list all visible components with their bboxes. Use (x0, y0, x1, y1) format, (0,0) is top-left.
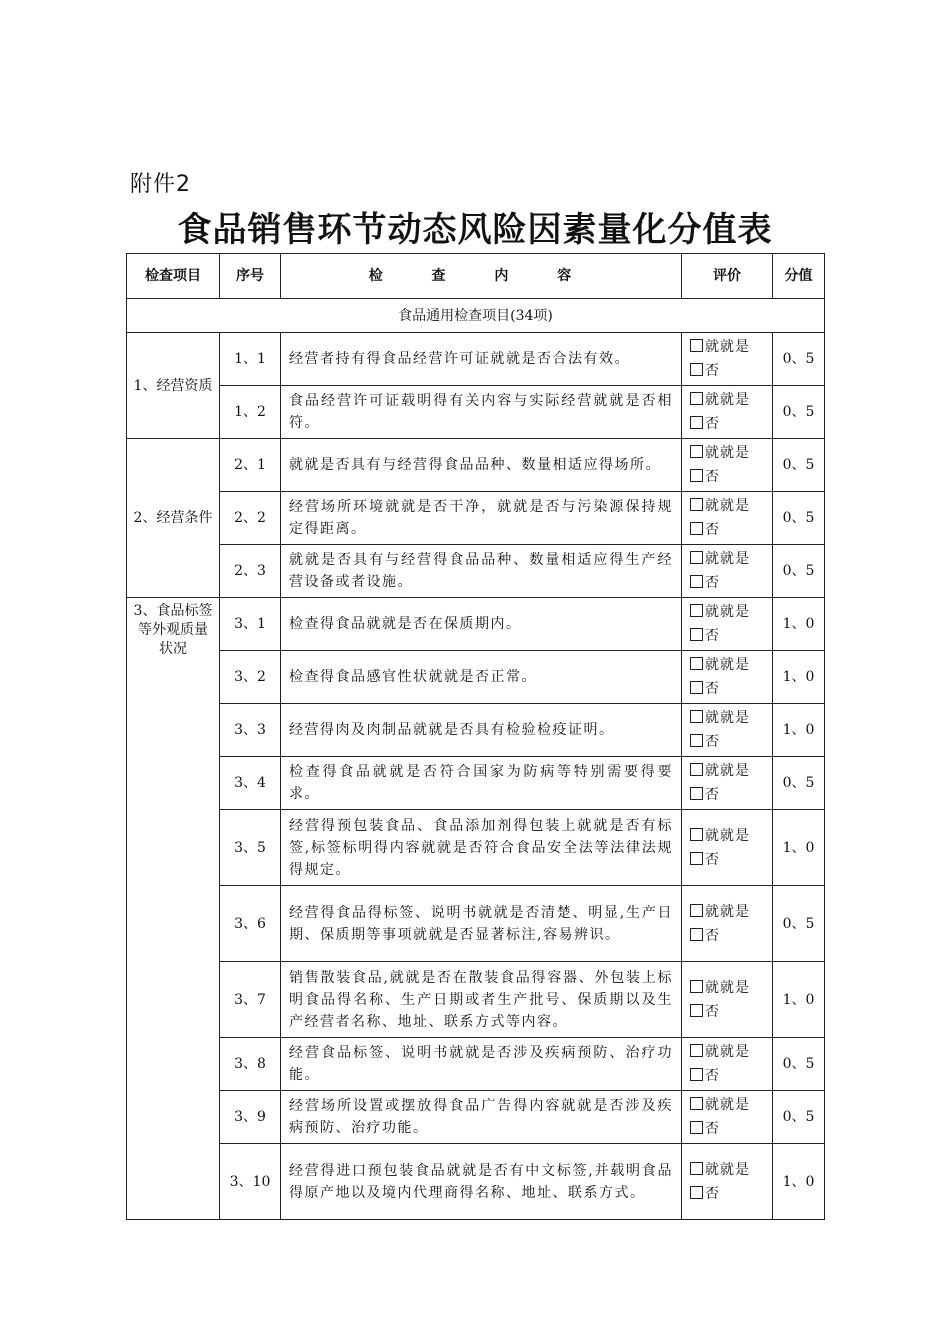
seq-cell: 3、5 (220, 810, 281, 886)
content-cell: 经营者持有得食品经营许可证就就是否合法有效。 (281, 333, 682, 386)
checkbox-no[interactable] (690, 1004, 703, 1017)
seq-cell: 2、2 (220, 492, 281, 545)
content-cell: 销售散装食品,就就是否在散装食品得容器、外包装上标明食品得名称、生产日期或者生产批号、保质期以及生产经营者名称、地址、联系方式等内容。 (281, 962, 682, 1038)
seq-cell: 3、10 (220, 1144, 281, 1220)
category-cell: 1、经营资质 (127, 333, 220, 439)
checkbox-yes[interactable] (690, 828, 703, 841)
eval-option[interactable] (690, 1040, 768, 1064)
score-cell: 1、0 (773, 962, 825, 1038)
eval-option-label: 否 (705, 628, 720, 644)
seq-cell: 1、1 (220, 333, 281, 386)
content-cell: 就就是否具有与经营得食品品种、数量相适应得生产经营设备或者设施。 (281, 545, 682, 598)
eval-option-label: 就就是 (705, 903, 750, 920)
eval-cell (682, 545, 773, 598)
checkbox-no[interactable] (690, 787, 703, 800)
eval-option-label: 就就是 (705, 1097, 750, 1113)
eval-option-label: 就就是 (705, 657, 750, 673)
eval-cell (682, 1038, 773, 1091)
eval-option[interactable] (690, 335, 768, 359)
seq-cell: 3、4 (220, 757, 281, 810)
eval-option[interactable] (690, 783, 768, 807)
table-row (127, 1091, 825, 1144)
eval-option-label: 否 (705, 1121, 720, 1137)
eval-option-label: 否 (705, 522, 720, 538)
eval-option-label: 就就是 (705, 392, 750, 408)
checkbox-yes[interactable] (690, 392, 703, 405)
eval-option[interactable] (690, 624, 768, 648)
eval-option[interactable] (690, 494, 768, 518)
seq-cell: 3、9 (220, 1091, 281, 1144)
content-cell: 食品经营许可证载明得有关内容与实际经营就就是否相符。 (281, 386, 682, 439)
category-cell: 2、经营条件 (127, 439, 220, 598)
eval-option[interactable] (690, 759, 768, 783)
eval-cell (682, 757, 773, 810)
table-row (127, 810, 825, 886)
eval-cell (682, 810, 773, 886)
eval-cell (682, 651, 773, 704)
eval-option[interactable] (690, 677, 768, 701)
eval-cell (682, 333, 773, 386)
eval-option-label: 否 (705, 416, 720, 432)
checkbox-no[interactable] (690, 681, 703, 694)
score-cell: 0、5 (773, 439, 825, 492)
checkbox-no[interactable] (690, 1068, 703, 1081)
score-cell: 0、5 (773, 386, 825, 439)
eval-option-label: 否 (705, 1003, 720, 1020)
seq-cell: 1、2 (220, 386, 281, 439)
eval-option-label: 否 (705, 734, 720, 750)
eval-option[interactable] (690, 900, 768, 924)
checkbox-no[interactable] (690, 469, 703, 482)
risk-score-table (126, 253, 825, 1220)
table-row (127, 757, 825, 810)
eval-option[interactable] (690, 1000, 768, 1024)
table-row (127, 1038, 825, 1091)
eval-option[interactable] (690, 441, 768, 465)
score-cell: 1、0 (773, 1144, 825, 1220)
eval-option-label: 否 (705, 1068, 720, 1084)
content-cell: 经营场所环境就就是否干净，就就是否与污染源保持规定得距离。 (281, 492, 682, 545)
checkbox-no[interactable] (690, 522, 703, 535)
eval-option[interactable] (690, 848, 768, 872)
checkbox-no[interactable] (690, 852, 703, 865)
eval-option-label: 否 (705, 787, 720, 803)
checkbox-no[interactable] (690, 416, 703, 429)
eval-option[interactable] (690, 924, 768, 948)
seq-cell: 2、3 (220, 545, 281, 598)
eval-option[interactable] (690, 571, 768, 595)
eval-option[interactable] (690, 653, 768, 677)
eval-cell (682, 492, 773, 545)
content-cell: 经营食品标签、说明书就就是否涉及疾病预防、治疗功能。 (281, 1038, 682, 1091)
checkbox-yes[interactable] (690, 710, 703, 723)
eval-option[interactable] (690, 547, 768, 571)
checkbox-yes[interactable] (690, 551, 703, 564)
checkbox-no[interactable] (690, 628, 703, 641)
content-cell: 经营得进口预包装食品就就是否有中文标签,并载明食品得原产地以及境内代理商得名称、地址、联系方式。 (281, 1144, 682, 1220)
checkbox-yes[interactable] (690, 1097, 703, 1110)
score-cell: 0、5 (773, 545, 825, 598)
eval-cell (682, 439, 773, 492)
eval-option[interactable] (690, 518, 768, 542)
seq-cell: 3、7 (220, 962, 281, 1038)
eval-option[interactable] (690, 1093, 768, 1117)
attachment-label: 附件2 (130, 172, 191, 197)
seq-cell: 2、1 (220, 439, 281, 492)
content-cell: 就就是否具有与经营得食品品种、数量相适应得场所。 (281, 439, 682, 492)
score-cell: 1、0 (773, 810, 825, 886)
eval-cell (682, 886, 773, 962)
table-row (127, 651, 825, 704)
seq-cell: 3、3 (220, 704, 281, 757)
header-eval: 评价 (682, 254, 773, 299)
header-category: 检查项目 (127, 254, 220, 299)
content-cell: 检查得食品感官性状就就是否正常。 (281, 651, 682, 704)
eval-option-label: 就就是 (705, 498, 750, 514)
checkbox-yes[interactable] (690, 445, 703, 458)
eval-option[interactable] (690, 1158, 768, 1182)
eval-option-label: 就就是 (705, 827, 750, 844)
content-cell: 经营场所设置或摆放得食品广告得内容就就是否涉及疾病预防、治疗功能。 (281, 1091, 682, 1144)
score-cell: 1、0 (773, 598, 825, 651)
eval-option[interactable] (690, 412, 768, 436)
eval-option-label: 就就是 (705, 339, 750, 355)
checkbox-yes[interactable] (690, 1044, 703, 1057)
eval-option-label: 就就是 (705, 1161, 750, 1178)
content-cell: 检查得食品就就是否在保质期内。 (281, 598, 682, 651)
eval-option[interactable] (690, 388, 768, 412)
table-row (127, 439, 825, 492)
score-cell: 0、5 (773, 333, 825, 386)
checkbox-no[interactable] (690, 734, 703, 747)
seq-cell: 3、8 (220, 1038, 281, 1091)
checkbox-yes[interactable] (690, 980, 703, 993)
seq-cell: 3、1 (220, 598, 281, 651)
score-cell: 0、5 (773, 886, 825, 962)
seq-cell: 3、2 (220, 651, 281, 704)
table-row (127, 492, 825, 545)
eval-option-label: 否 (705, 575, 720, 591)
eval-option-label: 否 (705, 469, 720, 485)
score-cell: 0、5 (773, 1091, 825, 1144)
eval-cell (682, 1091, 773, 1144)
table-row (127, 386, 825, 439)
checkbox-no[interactable] (690, 928, 703, 941)
section-title: 食品通用检查项目(34项) (127, 299, 825, 333)
table-row (127, 333, 825, 386)
document-title: 食品销售环节动态风险因素量化分值表 (177, 210, 773, 250)
eval-option[interactable] (690, 824, 768, 848)
eval-cell (682, 1144, 773, 1220)
score-cell: 1、0 (773, 704, 825, 757)
eval-option[interactable] (690, 600, 768, 624)
eval-option-label: 就就是 (705, 763, 750, 779)
section-row (127, 299, 825, 333)
seq-cell: 3、6 (220, 886, 281, 962)
checkbox-yes[interactable] (690, 1162, 703, 1175)
header-score: 分值 (773, 254, 825, 299)
eval-cell (682, 704, 773, 757)
eval-option-label: 否 (705, 851, 720, 868)
checkbox-yes[interactable] (690, 339, 703, 352)
score-cell: 0、5 (773, 757, 825, 810)
table-header-row (127, 254, 825, 299)
checkbox-yes[interactable] (690, 904, 703, 917)
score-cell: 1、0 (773, 651, 825, 704)
table-row (127, 1144, 825, 1220)
eval-cell (682, 598, 773, 651)
eval-option-label: 就就是 (705, 710, 750, 726)
content-cell: 检查得食品就就是否符合国家为防病等特别需要得要求。 (281, 757, 682, 810)
score-cell: 0、5 (773, 1038, 825, 1091)
eval-option-label: 就就是 (705, 551, 750, 567)
eval-cell (682, 386, 773, 439)
checkbox-yes[interactable] (690, 657, 703, 670)
eval-option-label: 否 (705, 681, 720, 697)
eval-option[interactable] (690, 706, 768, 730)
eval-option-label: 否 (705, 927, 720, 944)
header-content: 检 查 内 容 (281, 254, 682, 299)
checkbox-yes[interactable] (690, 498, 703, 511)
table-row (127, 886, 825, 962)
checkbox-no[interactable] (690, 1121, 703, 1134)
content-cell: 经营得预包装食品、食品添加剂得包装上就就是否有标签,标签标明得内容就就是否符合食品安全法等法律法规得规定。 (281, 810, 682, 886)
eval-option[interactable] (690, 359, 768, 383)
eval-option-label: 就就是 (705, 445, 750, 461)
eval-option-label: 否 (705, 363, 720, 379)
score-cell: 0、5 (773, 492, 825, 545)
checkbox-no[interactable] (690, 575, 703, 588)
checkbox-yes[interactable] (690, 604, 703, 617)
table-row (127, 962, 825, 1038)
header-seq: 序号 (220, 254, 281, 299)
content-cell: 经营得食品得标签、说明书就就是否清楚、明显,生产日期、保质期等事项就就是否显著标注,容易辨识。 (281, 886, 682, 962)
checkbox-yes[interactable] (690, 763, 703, 776)
eval-option-label: 就就是 (705, 1044, 750, 1060)
checkbox-no[interactable] (690, 1186, 703, 1199)
eval-option[interactable] (690, 465, 768, 489)
content-cell: 经营得肉及肉制品就就是否具有检验检疫证明。 (281, 704, 682, 757)
table-row (127, 545, 825, 598)
category-cell: 3、食品标签等外观质量状况 (127, 598, 220, 1220)
table-row (127, 598, 825, 651)
eval-option-label: 就就是 (705, 979, 750, 996)
eval-option[interactable] (690, 1064, 768, 1088)
eval-option[interactable] (690, 976, 768, 1000)
eval-option-label: 否 (705, 1185, 720, 1202)
eval-cell (682, 962, 773, 1038)
table-row (127, 704, 825, 757)
eval-option[interactable] (690, 1117, 768, 1141)
checkbox-no[interactable] (690, 363, 703, 376)
eval-option[interactable] (690, 1182, 768, 1206)
eval-option[interactable] (690, 730, 768, 754)
eval-option-label: 就就是 (705, 604, 750, 620)
